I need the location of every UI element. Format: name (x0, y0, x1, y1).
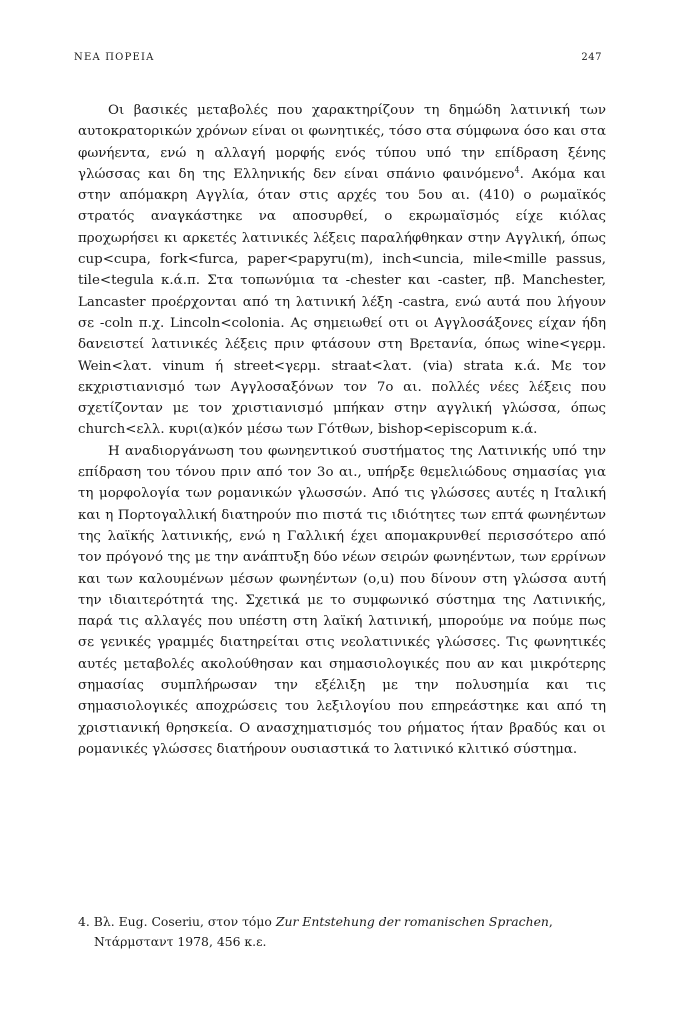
footnote-title: Zur Entstehung der romanischen Sprachen (275, 914, 549, 929)
paragraph-1-part-b: . Ακόμα και στην απόμακρη Αγγλία, όταν στις αρχές του 5ου αι. (410) ο ρωμαϊκός στρατός αναγκάστηκε να αποσυρθεί, ο εκρωμαϊσμός είχε κιόλας προχωρήσει κι αρκετές λατινικές λέξεις παραλήφθηκαν στην Αγγλική, όπως cup<cupa, fork<furca, paper<papyru(m), inch<uncia, mile<mille passus, tile<tegula κ.ά.π. Στα τοπωνύμια τα -chester και -caster, πβ. Manchester, Lancaster προέρχονται από τη λατινική λέξη -castra, ενώ αυτά που λήγουν σε -coln π.χ. Lincoln<colonia. Ας σημειωθεί οτι οι Αγγλοσάξονες είχαν ήδη δανειστεί λατινικές λέξεις πριν φτάσουν στη Βρετανία, όπως wine<γερμ. Wein<λατ. vinum ή street<γερμ. straat<λατ. (via) strata κ.ά. Με τον εκχριστιανισμό των Αγγλοσαξόνων τον 7ο αι. πολλές νέες λέξεις που σχετίζονταν με τον χριστιανισμό μπήκαν στην αγγλική γλώσσα, όπως church<ελλ. κυρι(α)κόν μέσω των Γότθων, bishop<episcopum κ.ά. (78, 166, 606, 438)
footnote-entry (78, 912, 606, 952)
footnote-tail: , Ντάρμσταντ 1978, 456 κ.ε. (94, 914, 553, 949)
page-number: 247 (581, 52, 602, 63)
footnote-reference: 4 (514, 165, 520, 175)
running-title: ΝΕΑ ΠΟΡΕΙΑ (74, 52, 155, 63)
footnote-lead: Βλ. Eug. Coseriu, στον τόμο (93, 914, 272, 929)
footnote-number: 4. (78, 914, 90, 929)
paragraph-1 (78, 100, 606, 441)
paragraph-1-part-a: Οι βασικές μεταβολές που χαρακτηρίζουν τη δημώδη λατινική των αυτοκρατορικών χρόνων είναι οι φωνητικές, τόσο στα σύμφωνα όσο και στα φωνήεντα, ενώ η αλλαγή μορφής ενός τύπου υπό την επίδραση ξένης γλώσσας και δη της Ελληνικής δεν είναι σπάνιο φαινόμενο (78, 103, 606, 182)
paragraph-2: Η αναδιοργάνωση του φωνηεντικού συστήματος της Λατινικής υπό την επίδραση του τόνου πριν από τον 3ο αι., υπήρξε θεμελιώδους σημασίας για τη μορφολογία των ρομανικών γλωσσών. Από τις γλώσσες αυτές η Ιταλική και η Πορτογαλλική διατηρούν πιο πιστά τις ιδιότητες των επτά φωνηέντων της λαϊκής λατινικής, ενώ η Γαλλική έχει απομακρυνθεί περισσότερο από τον πρόγονό της με την ανάπτυξη δύο νέων σειρών φωνηέντων, των ερρίνων και των καλουμένων μέσων φωνηέντων (o,u) που δίνουν στη γλώσσα αυτή την ιδιαιτερότητά της. Σχετικά με το συμφωνικό σύστημα της Λατινικής, παρά τις αλλαγές που υπέστη στη λαϊκή λατινική, μπορούμε να πούμε πως σε γενικές γραμμές διατηρείται στις νεολατινικές γλώσσες. Τις φωνητικές αυτές μεταβολές ακολούθησαν και σημασιολογικές που αν και μικρότερης σημασίας συμπλήρωσαν την εξέλιξη με την πολυσημία και τις σημασιολογικές αποχρώσεις του λεξιλογίου που επηρεάστηκε και από τη χριστιανική θρησκεία. Ο ανασχηματισμός του ρήματος ήταν βραδύς και οι ρομανικές γλώσσες διατήρουν ουσιαστικά το λατινικό κλιτικό σύστημα. (78, 443, 606, 757)
footnote (78, 912, 606, 952)
running-head (74, 52, 602, 68)
body-text (78, 100, 606, 760)
